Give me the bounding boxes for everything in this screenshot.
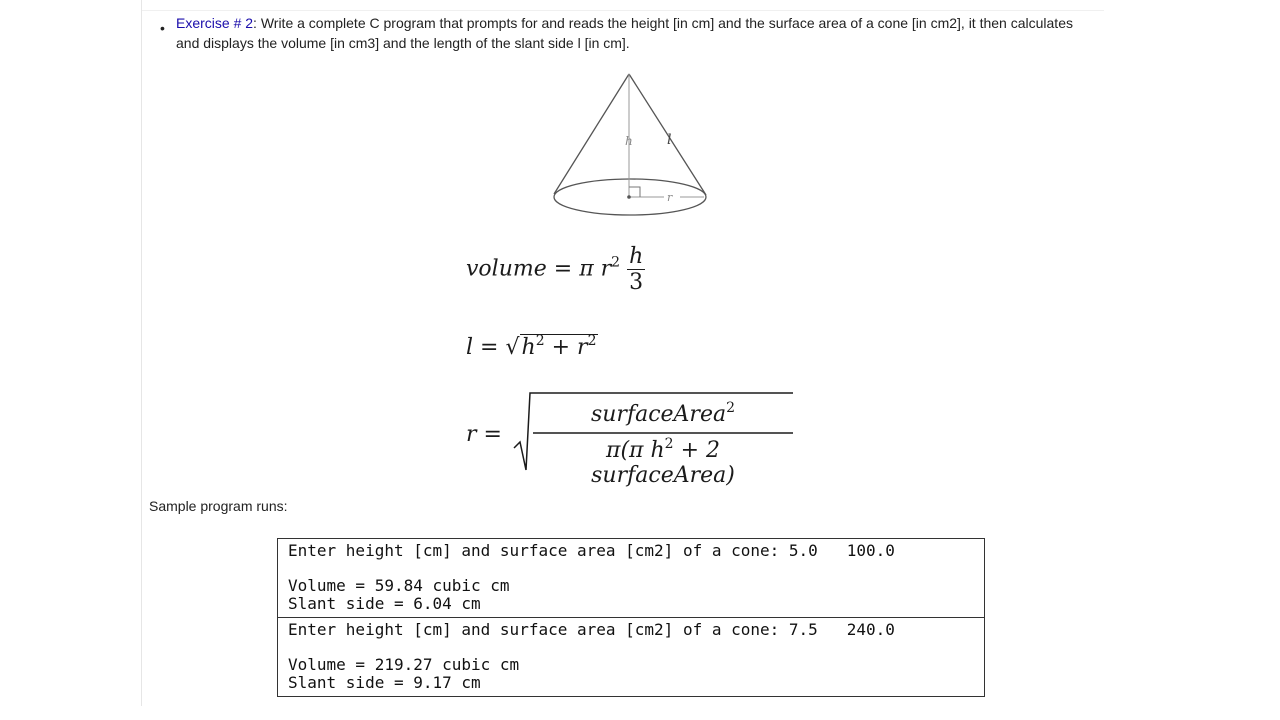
sample-runs-label: Sample program runs:	[149, 498, 288, 514]
volume-numerator: h	[629, 244, 644, 269]
exercise-text	[176, 13, 1096, 53]
cone-figure	[540, 66, 720, 222]
radius-lhs: r	[466, 422, 477, 447]
content-top-border	[142, 10, 1104, 11]
run-2-volume: Volume = 219.27 cubic cm	[288, 655, 520, 674]
run-2-prompt: Enter height [cm] and surface area [cm2] of a cone: 7.5 240.0	[288, 620, 895, 639]
radius-num-exponent: 2	[726, 400, 736, 416]
run-2-slant: Slant side = 9.17 cm	[288, 673, 481, 692]
radius-den-b: + 2 surfaceArea)	[591, 438, 735, 488]
slant-plus: +	[544, 335, 578, 360]
run-1-slant: Slant side = 6.04 cm	[288, 594, 481, 613]
list-bullet: •	[160, 20, 165, 36]
radius-den-a: π(π h	[605, 438, 665, 463]
volume-lhs: volume	[466, 256, 547, 282]
radius-den-exponent: 2	[664, 436, 674, 452]
radius-denominator	[533, 436, 793, 488]
sqrt-symbol: √	[505, 335, 520, 360]
volume-exponent: 2	[611, 254, 621, 271]
slant-exp-r: 2	[587, 333, 597, 349]
slant-r: r	[577, 335, 588, 360]
radius-lhs-group: r =	[466, 422, 502, 447]
slant-exp-h: 2	[535, 333, 545, 349]
sample-run-2	[278, 617, 984, 696]
volume-fraction	[627, 244, 645, 295]
radius-numerator	[533, 400, 793, 427]
sample-runs-table	[277, 538, 985, 697]
run-1-prompt: Enter height [cm] and surface area [cm2] of a cone: 5.0 100.0	[288, 541, 895, 560]
cone-label-l: l	[667, 132, 672, 148]
slant-radicand	[520, 334, 599, 360]
run-1-volume: Volume = 59.84 cubic cm	[288, 576, 510, 595]
slant-formula: $l = √h^2 + r^2$	[466, 333, 597, 360]
slant-h: h	[521, 335, 536, 360]
volume-formula: volume = π $r^2$ $\frac{h}{3}$	[466, 244, 644, 295]
volume-pi-r: π r	[579, 256, 612, 282]
radius-num-text: surfaceArea	[590, 402, 727, 427]
exercise-link[interactable]: Exercise # 2	[176, 15, 254, 31]
sample-run-1	[278, 539, 984, 617]
cone-label-h: h	[625, 134, 633, 148]
content-left-border	[141, 0, 142, 706]
exercise-description: : Write a complete C program that prompts for and reads the height [in cm] and the surface area of a cone [in cm2], it then calculates and displays the volume [in cm3] and the length of the slant side l [in cm].	[176, 15, 1073, 51]
volume-denominator: 3	[627, 269, 645, 295]
cone-label-r: r	[667, 191, 673, 204]
slant-lhs: l	[466, 335, 474, 360]
